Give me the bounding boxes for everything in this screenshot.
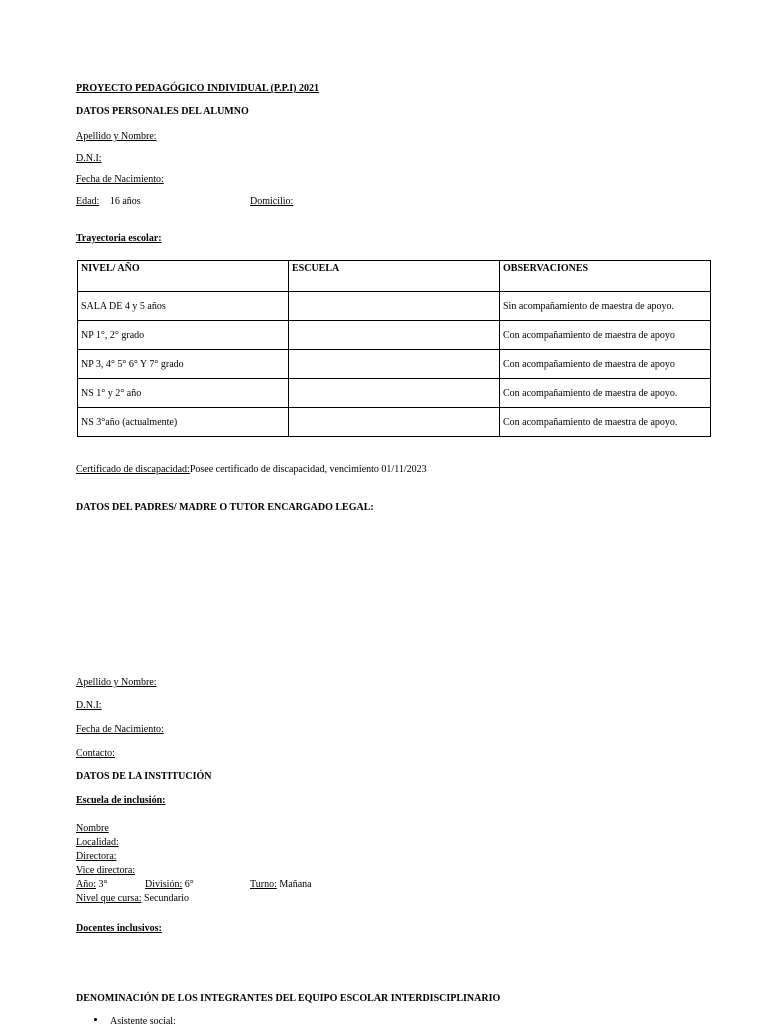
table-cell: Con acompañamiento de maestra de apoyo [500, 321, 711, 350]
certificado-value: Posee certificado de discapacidad, vencimiento 01/11/2023 [189, 464, 427, 475]
section-heading-institucion: DATOS DE LA INSTITUCIÓN [76, 771, 212, 782]
table-row [78, 321, 711, 350]
institucion-vice-label: Vice directora: [76, 865, 136, 876]
table-header-cell: NIVEL/ AÑO [78, 261, 289, 292]
table-cell: Con acompañamiento de maestra de apoyo. [500, 379, 711, 408]
institucion-division-label: División: [145, 879, 183, 890]
institucion-nivel-label: Nivel que cursa: [76, 893, 142, 904]
table-cell [289, 292, 500, 321]
table-cell [289, 321, 500, 350]
table-row [78, 408, 711, 437]
escuela-inclusion-label: Escuela de inclusión: [76, 795, 166, 806]
document-title: PROYECTO PEDAGÓGICO INDIVIDUAL (P.P.I) 2021 [76, 83, 319, 94]
institucion-nivel-row [76, 893, 189, 904]
institucion-division-row [145, 879, 194, 890]
tutor-fecha-label: Fecha de Nacimiento: [76, 724, 164, 735]
institucion-turno-label: Turno: [250, 879, 277, 890]
alumno-domicilio-label: Domicilio: [250, 196, 294, 207]
table-header-cell: ESCUELA [289, 261, 500, 292]
tutor-contacto-label: Contacto: [76, 748, 115, 759]
tutor-apellido-label: Apellido y Nombre: [76, 677, 157, 688]
institucion-turno-value: Mañana [279, 879, 312, 890]
alumno-edad-label: Edad: [76, 196, 100, 207]
certificado-label: Certificado de discapacidad: [76, 464, 190, 475]
certificado-row [76, 464, 427, 475]
alumno-edad-value: 16 años [109, 196, 141, 207]
institucion-division-value: 6° [184, 879, 194, 890]
table-cell: NP 3, 4° 5° 6° Y 7° grado [78, 350, 289, 379]
table-cell [289, 350, 500, 379]
alumno-fecha-label: Fecha de Nacimiento: [76, 174, 164, 185]
table-row [78, 379, 711, 408]
table-cell [289, 379, 500, 408]
institucion-localidad-label: Localidad: [76, 837, 119, 848]
table-row [78, 292, 711, 321]
section-heading-alumno: DATOS PERSONALES DEL ALUMNO [76, 106, 249, 117]
alumno-dni-label: D.N.I: [76, 153, 102, 164]
table-cell: Sin acompañamiento de maestra de apoyo. [500, 292, 711, 321]
equipo-first-item: Asistente social: [110, 1016, 176, 1027]
institucion-directora-label: Directora: [76, 851, 117, 862]
institucion-anio-label: Año: [76, 879, 96, 890]
alumno-apellido-label: Apellido y Nombre: [76, 131, 157, 142]
institucion-anio-value: 3° [98, 879, 108, 890]
tutor-dni-label: D.N.I: [76, 700, 102, 711]
institucion-turno-row [250, 879, 312, 890]
table-cell: NS 3°año (actualmente) [78, 408, 289, 437]
table-row [78, 350, 711, 379]
section-heading-equipo: DENOMINACIÓN DE LOS INTEGRANTES DEL EQUIPO ESCOLAR INTERDISCIPLINARIO [76, 993, 501, 1004]
institucion-nombre-label: Nombre [76, 823, 109, 834]
table-header-cell: OBSERVACIONES [500, 261, 711, 292]
trayectoria-heading: Trayectoria escolar: [76, 233, 162, 244]
alumno-edad-row [76, 196, 141, 207]
section-heading-tutor: DATOS DEL PADRES/ MADRE O TUTOR ENCARGADO LEGAL: [76, 502, 374, 513]
table-cell: NP 1°, 2° grado [78, 321, 289, 350]
table-cell: NS 1° y 2° año [78, 379, 289, 408]
table-cell: Con acompañamiento de maestra de apoyo. [500, 408, 711, 437]
trayectoria-table [77, 260, 711, 437]
table-cell: Con acompañamiento de maestra de apoyo [500, 350, 711, 379]
institucion-nivel-value: Secundario [144, 893, 190, 904]
docentes-heading: Docentes inclusivos: [76, 923, 162, 934]
institucion-anio-row [76, 879, 108, 890]
table-header-row [78, 261, 711, 292]
bullet-icon [94, 1018, 97, 1021]
table-cell: SALA DE 4 y 5 años [78, 292, 289, 321]
table-cell [289, 408, 500, 437]
